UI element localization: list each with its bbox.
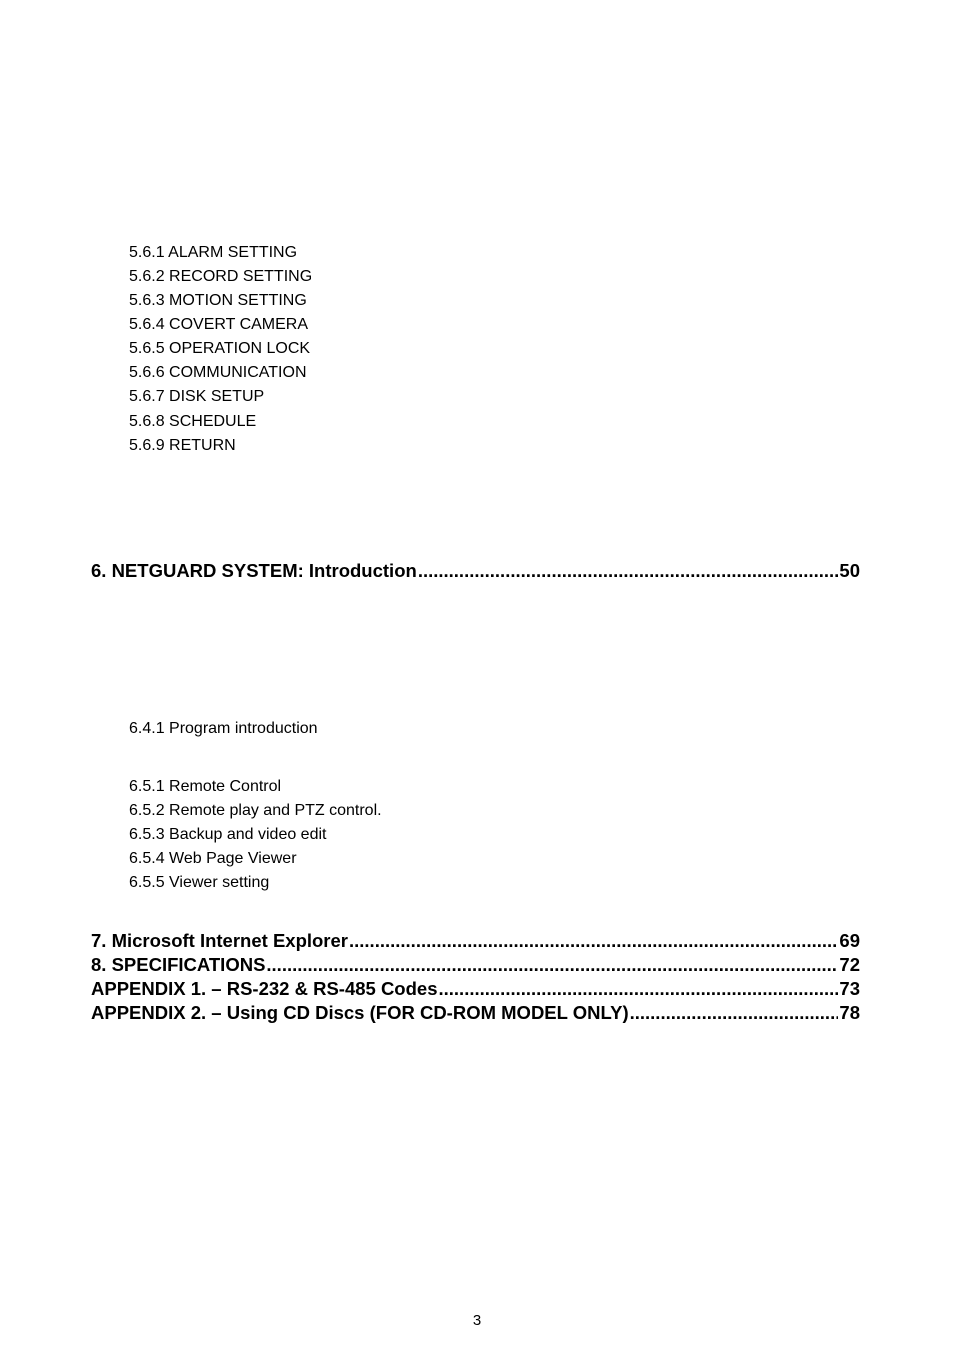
toc-entry[interactable]: 5.6.9 RETURN xyxy=(129,437,236,454)
dot-leader xyxy=(630,1002,839,1024)
toc-page-number: 73 xyxy=(839,978,860,999)
toc-entry[interactable]: 5.6.7 DISK SETUP xyxy=(129,388,265,405)
toc-section-7[interactable] xyxy=(91,930,860,952)
toc-entry[interactable]: 5.6.6 COMMUNICATION xyxy=(129,364,307,381)
toc-entry[interactable]: 6.5.3 Backup and video edit xyxy=(129,826,327,843)
dot-leader xyxy=(439,978,839,1000)
dot-leader xyxy=(349,930,838,952)
dot-leader xyxy=(418,560,839,582)
toc-section-title: 7. Microsoft Internet Explorer xyxy=(91,930,348,951)
toc-appendix-2[interactable] xyxy=(91,1002,860,1024)
toc-section-title: 8. SPECIFICATIONS xyxy=(91,954,266,975)
toc-entry[interactable]: 5.6.2 RECORD SETTING xyxy=(129,268,313,285)
toc-entry[interactable]: 6.4.1 Program introduction xyxy=(129,720,318,737)
toc-page-number: 50 xyxy=(839,560,860,581)
dot-leader xyxy=(266,954,838,976)
toc-section-6[interactable] xyxy=(91,560,860,582)
toc-section-title: APPENDIX 1. – RS-232 & RS-485 Codes xyxy=(91,978,438,999)
footer-page-number: 3 xyxy=(472,1312,482,1329)
toc-entry[interactable]: 5.6.5 OPERATION LOCK xyxy=(129,340,311,357)
toc-section-title: 6. NETGUARD SYSTEM: Introduction xyxy=(91,560,417,581)
toc-entry[interactable]: 5.6.1 ALARM SETTING xyxy=(129,244,298,261)
toc-page-number: 72 xyxy=(839,954,860,975)
toc-appendix-1[interactable] xyxy=(91,978,860,1000)
toc-entry[interactable]: 6.5.4 Web Page Viewer xyxy=(129,850,297,867)
toc-entry[interactable]: 5.6.3 MOTION SETTING xyxy=(129,292,307,309)
toc-entry[interactable]: 6.5.5 Viewer setting xyxy=(129,874,270,891)
toc-section-8[interactable] xyxy=(91,954,860,976)
toc-page-number: 69 xyxy=(839,930,860,951)
toc-entry[interactable]: 5.6.4 COVERT CAMERA xyxy=(129,316,309,333)
toc-page-number: 78 xyxy=(839,1002,860,1023)
toc-section-title: APPENDIX 2. – Using CD Discs (FOR CD-ROM MODEL ONLY) xyxy=(91,1002,629,1023)
toc-entry[interactable]: 6.5.1 Remote Control xyxy=(129,778,282,795)
toc-entry[interactable]: 6.5.2 Remote play and PTZ control. xyxy=(129,802,382,819)
toc-entry[interactable]: 5.6.8 SCHEDULE xyxy=(129,413,257,430)
